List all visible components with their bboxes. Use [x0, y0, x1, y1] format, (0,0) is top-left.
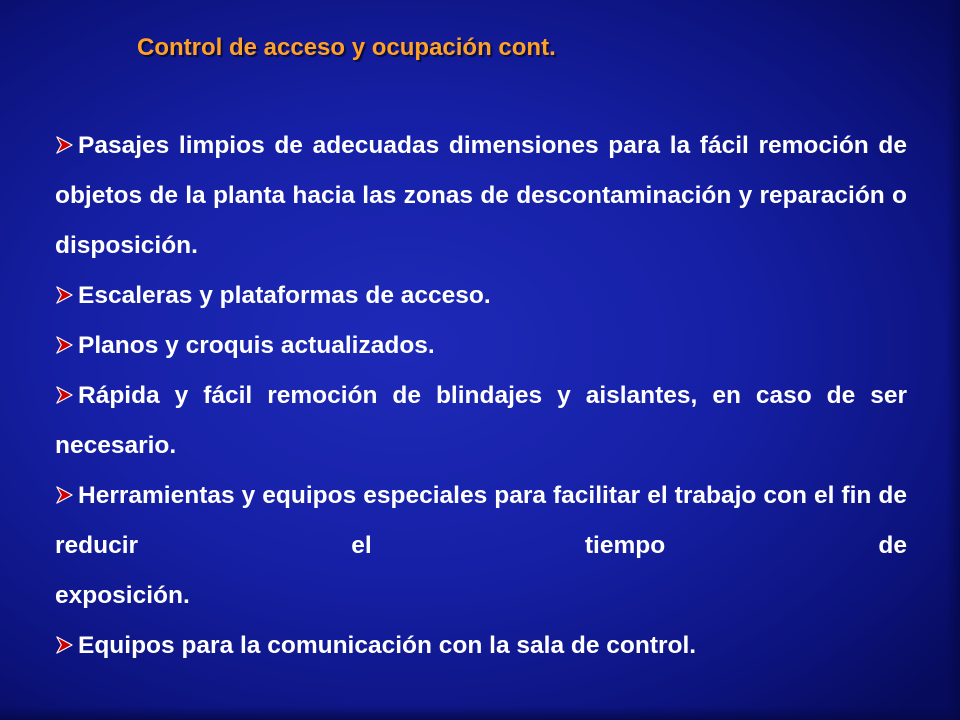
- arrow-right-icon: [55, 486, 73, 504]
- bullet-text: Herramientas y equipos especiales para facilitar el trabajo con el fin de reducir el tiempo de: [55, 482, 907, 559]
- bullet-continuation: [55, 571, 907, 621]
- bullet-text: Escaleras y plataformas de acceso.: [78, 282, 491, 309]
- arrow-right-icon: [55, 336, 73, 354]
- arrow-right-icon: [55, 386, 73, 404]
- bullet-item: [55, 321, 907, 371]
- arrow-right-icon: [55, 636, 73, 654]
- slide-bottom-shade: [0, 706, 960, 720]
- arrow-right-icon: [55, 286, 73, 304]
- bullet-item: [55, 621, 907, 671]
- bullet-text: Pasajes limpios de adecuadas dimensiones para la fácil remoción de objetos de la planta hacia las zonas de descontaminación y reparación o disposición.: [55, 132, 907, 259]
- slide-title: Control de acceso y ocupación cont.: [137, 34, 556, 61]
- arrow-right-icon: [55, 136, 73, 154]
- bullet-item: [55, 271, 907, 321]
- bullet-text: Rápida y fácil remoción de blindajes y aislantes, en caso de ser necesario.: [55, 382, 907, 459]
- bullet-text: Equipos para la comunicación con la sala de control.: [78, 632, 697, 659]
- slide-right-shade: [946, 0, 960, 720]
- bullet-item: [55, 121, 907, 271]
- bullet-item: [55, 371, 907, 471]
- bullet-continuation-text: exposición.: [55, 582, 190, 609]
- bullet-list: [55, 121, 907, 671]
- bullet-item: [55, 471, 907, 571]
- bullet-text: Planos y croquis actualizados.: [78, 332, 435, 359]
